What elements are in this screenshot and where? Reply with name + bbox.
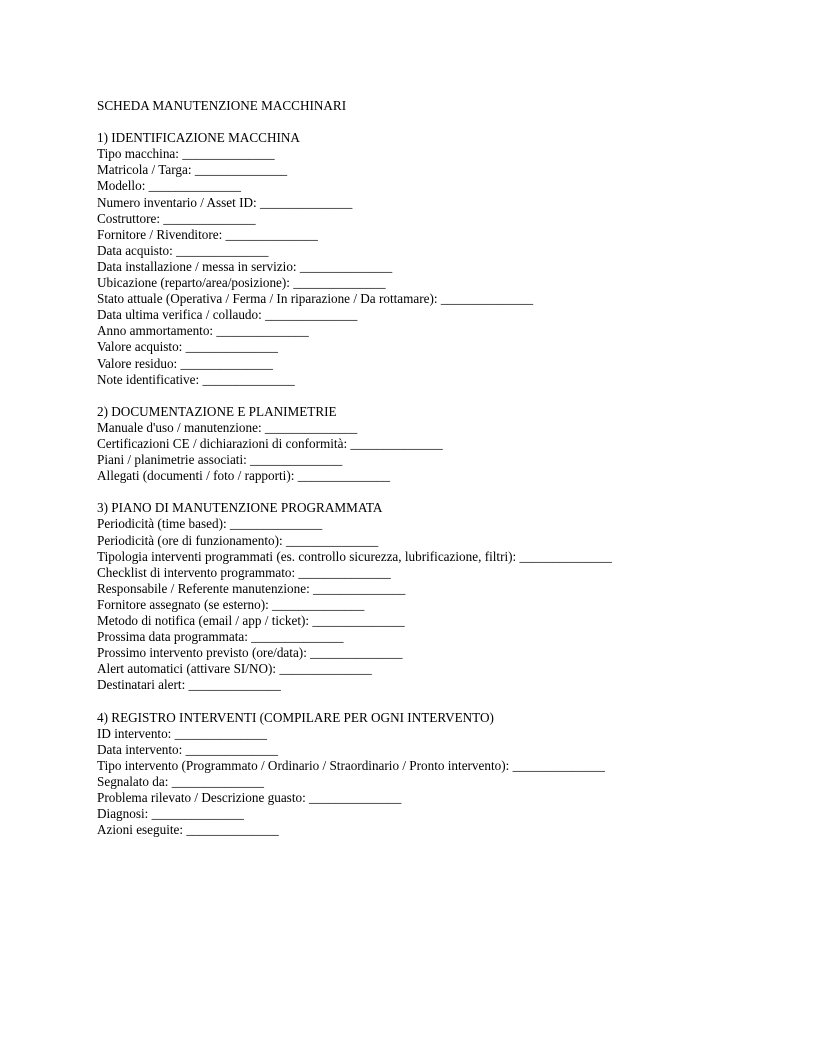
section-gap-spacer-2 [97, 484, 737, 500]
document-text-body [97, 98, 737, 838]
section-gap-spacer-1 [97, 388, 737, 404]
field-line-note-identificative[interactable]: Note identificative: ______________ [97, 371, 295, 387]
field-line-destinatari-alert[interactable]: Destinatari alert: ______________ [97, 677, 281, 693]
field-line-periodicita-ore[interactable]: Periodicità (ore di funzionamento): ______________ [97, 532, 379, 548]
field-line-data-ultima-verifica[interactable]: Data ultima verifica / collaudo: ______________ [97, 307, 358, 323]
field-line-tipo-macchina[interactable]: Tipo macchina: ______________ [97, 146, 275, 162]
field-line-valore-residuo[interactable]: Valore residuo: ______________ [97, 355, 273, 371]
field-line-stato-attuale[interactable]: Stato attuale (Operativa / Ferma / In riparazione / Da rottamare): ______________ [97, 291, 534, 307]
field-line-tipologia-interventi[interactable]: Tipologia interventi programmati (es. controllo sicurezza, lubrificazione, filtri): ______________ [97, 548, 612, 564]
field-line-costruttore[interactable]: Costruttore: ______________ [97, 210, 256, 226]
field-line-anno-ammortamento[interactable]: Anno ammortamento: ______________ [97, 323, 309, 339]
section-heading-3: 3) PIANO DI MANUTENZIONE PROGRAMMATA [97, 500, 383, 516]
section-heading-4: 4) REGISTRO INTERVENTI (COMPILARE PER OGNI INTERVENTO) [97, 709, 494, 725]
field-line-fornitore-assegnato[interactable]: Fornitore assegnato (se esterno): ______________ [97, 596, 365, 612]
field-line-azioni-eseguite[interactable]: Azioni eseguite: ______________ [97, 822, 279, 838]
field-line-numero-inventario-asset-id[interactable]: Numero inventario / Asset ID: ______________ [97, 194, 353, 210]
field-line-responsabile-referente[interactable]: Responsabile / Referente manutenzione: ______________ [97, 580, 406, 596]
field-line-valore-acquisto[interactable]: Valore acquisto: ______________ [97, 339, 278, 355]
section-heading-1: 1) IDENTIFICAZIONE MACCHINA [97, 130, 300, 146]
field-line-periodicita-time-based[interactable]: Periodicità (time based): ______________ [97, 516, 323, 532]
section-gap-spacer-3 [97, 693, 737, 709]
field-line-modello[interactable]: Modello: ______________ [97, 178, 241, 194]
field-line-alert-automatici[interactable]: Alert automatici (attivare SI/NO): ______________ [97, 661, 372, 677]
field-line-diagnosi[interactable]: Diagnosi: ______________ [97, 806, 244, 822]
field-line-fornitore-rivenditore[interactable]: Fornitore / Rivenditore: ______________ [97, 226, 318, 242]
document-title: SCHEDA MANUTENZIONE MACCHINARI [97, 98, 347, 113]
field-line-prossimo-intervento-previsto[interactable]: Prossimo intervento previsto (ore/data): ______________ [97, 645, 403, 661]
field-line-prossima-data-programmata[interactable]: Prossima data programmata: ______________ [97, 629, 344, 645]
field-line-data-installazione[interactable]: Data installazione / messa in servizio: ______________ [97, 258, 393, 274]
field-line-tipo-intervento[interactable]: Tipo intervento (Programmato / Ordinario / Straordinario / Pronto intervento): ______________ [97, 757, 605, 773]
field-line-id-intervento[interactable]: ID intervento: ______________ [97, 725, 267, 741]
title-gap-spacer [97, 114, 737, 130]
field-line-data-intervento[interactable]: Data intervento: ______________ [97, 741, 278, 757]
field-line-segnalato-da[interactable]: Segnalato da: ______________ [97, 773, 265, 789]
field-line-metodo-notifica[interactable]: Metodo di notifica (email / app / ticket): ______________ [97, 613, 405, 628]
field-line-data-acquisto[interactable]: Data acquisto: ______________ [97, 242, 269, 258]
field-line-checklist-intervento[interactable]: Checklist di intervento programmato: ______________ [97, 564, 391, 580]
field-line-piani-planimetrie[interactable]: Piani / planimetrie associati: ______________ [97, 452, 343, 468]
field-line-certificazioni-ce[interactable]: Certificazioni CE / dichiarazioni di conformità: ______________ [97, 435, 443, 451]
field-line-problema-rilevato[interactable]: Problema rilevato / Descrizione guasto: ______________ [97, 790, 402, 806]
field-line-manuale-uso[interactable]: Manuale d'uso / manutenzione: ______________ [97, 419, 358, 435]
field-line-matricola-targa[interactable]: Matricola / Targa: ______________ [97, 162, 288, 178]
field-line-allegati[interactable]: Allegati (documenti / foto / rapporti): ______________ [97, 468, 391, 484]
field-line-ubicazione[interactable]: Ubicazione (reparto/area/posizione): ______________ [97, 275, 386, 291]
section-heading-2: 2) DOCUMENTAZIONE E PLANIMETRIE [97, 403, 337, 419]
